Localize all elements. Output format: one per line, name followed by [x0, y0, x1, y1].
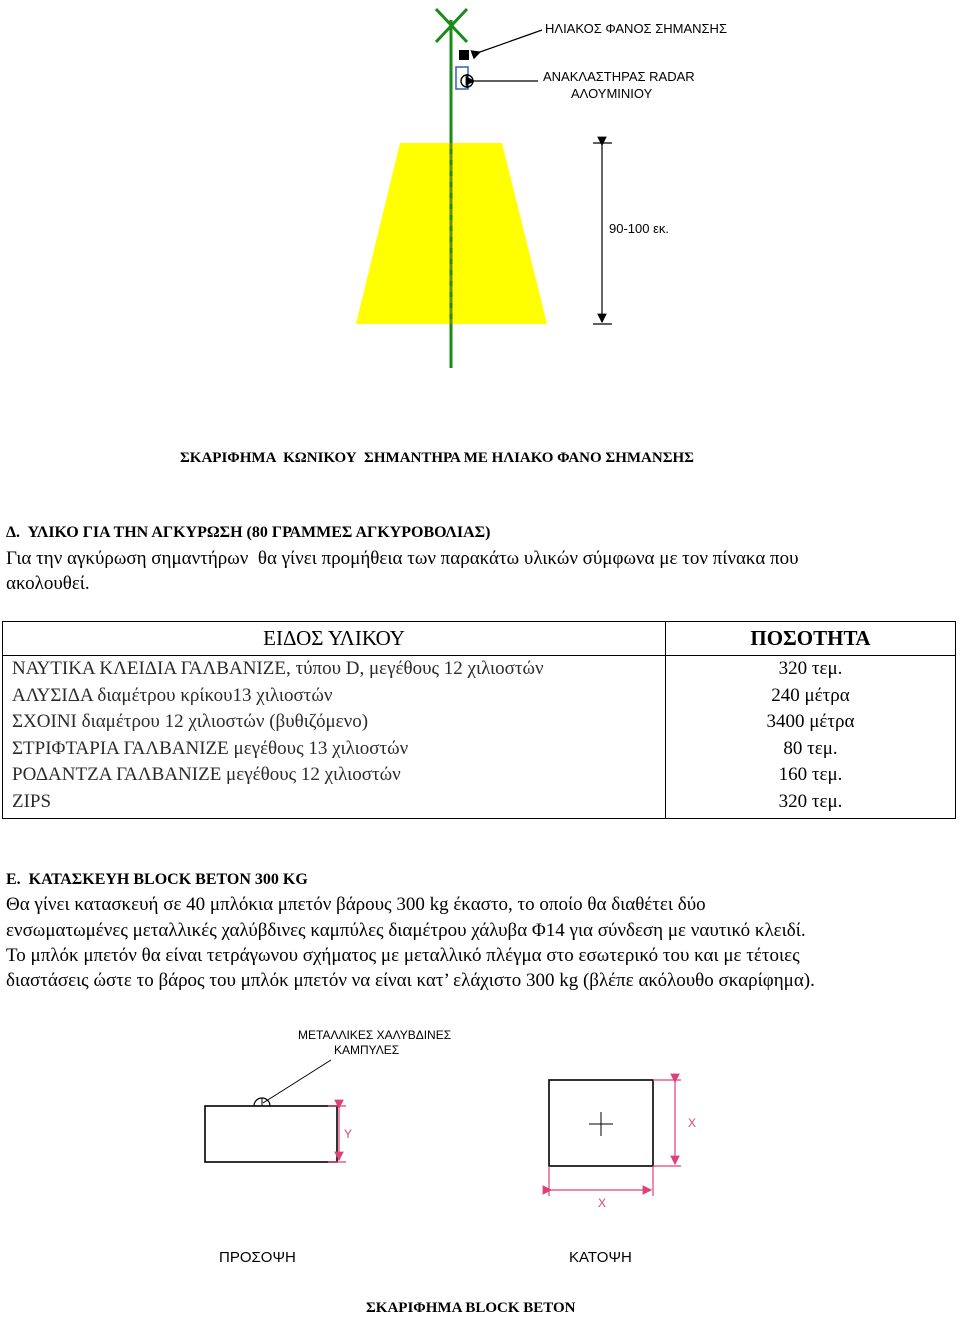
center-cross-icon [589, 1112, 613, 1136]
steel-curves-label-2: ΚΑΜΠΥΛΕΣ [334, 1043, 400, 1057]
table-header-row [3, 622, 956, 656]
x-side-dim-label: X [688, 1116, 697, 1130]
material-name: ZIPS [12, 790, 52, 812]
steel-curves-label-1: ΜΕΤΑΛΛΙΚΕΣ ΧΑΛΥΒΔΙΝΕΣ [298, 1028, 452, 1042]
material-name: ΝΑΥΤΙΚΑ ΚΛΕΙΔΙΑ ΓΑΛΒΑΝΙΖΕ, τύπου D, μεγέθους 12 χιλιοστών [12, 658, 544, 679]
x-bottom-dim-label: X [598, 1196, 607, 1210]
material-quantity: 160 τεμ. [778, 764, 843, 785]
radar-reflector-label-1: ΑΝΑΚΛΑΣΤΗΡΑΣ RADAR [543, 69, 695, 84]
front-view-label: ΠΡΟΣΟΨΗ [219, 1249, 296, 1266]
section-d-heading: Δ. ΥΛΙΚΟ ΓΙΑ ΤΗΝ ΑΓΚΥΡΩΣΗ (80 ΓΡΑΜΜΕΣ ΑΓΚΥΡΟΒΟΛΙΑΣ) [6, 524, 491, 541]
solar-lamp-label: ΗΛΙΑΚΟΣ ΦΑΝΟΣ ΣΗΜΑΝΣΗΣ [545, 21, 727, 36]
block-sketch-caption: ΣΚΑΡΙΦΗΜΑ BLOCK BETON [366, 1300, 576, 1316]
x-side-dimension [653, 1080, 681, 1166]
front-view-block [205, 1106, 337, 1162]
height-label: 90-100 εκ. [609, 221, 669, 236]
buoy-sketch [0, 0, 960, 400]
material-quantity: 240 μέτρα [771, 684, 850, 706]
radar-reflector-icon [456, 67, 473, 89]
section-e-line4: διαστάσεις ώστε το βάρος του μπλόκ μπετόν να είναι κατ’ ελάχιστο 300 kg (βλέπε ακόλουθο σκαρίφημα). [6, 970, 815, 991]
header-quantity: ΠΟΣΟΤΗΤΑ [666, 622, 956, 656]
material-quantity: 3400 μέτρα [766, 711, 855, 732]
material-quantity: 80 τεμ. [783, 737, 838, 759]
material-name: ΣΧΟΙΝΙ διαμέτρου 12 χιλιοστών (βυθιζόμενο) [12, 711, 369, 732]
material-quantity: 320 τεμ. [778, 790, 843, 812]
y-dim-label: Y [344, 1127, 353, 1141]
radar-reflector-label-2: ΑΛΟΥΜΙΝΙΟΥ [571, 86, 653, 101]
section-e-line3: Το μπλόκ μπετόν θα είναι τετράγωνου σχήματος με μεταλλικό πλέγμα στο εσωτερικό του και με τέτοιες [6, 945, 800, 966]
section-d-intro-line2: ακολουθεί. [6, 573, 90, 594]
material-name: ΡΟΔΑΝΤΖΑ ΓΑΛΒΑΝΙΖΕ μεγέθους 12 χιλιοστών [12, 764, 401, 785]
top-view-label: ΚΑΤΟΨΗ [569, 1249, 632, 1266]
material-name: ΑΛΥΣΙΔΑ διαμέτρου κρίκου13 χιλιοστών [12, 684, 333, 706]
material-quantity: 320 τεμ. [778, 658, 843, 679]
section-d-intro-line1: Για την αγκύρωση σημαντήρων θα γίνει προμήθεια των παρακάτω υλικών σύμφωνα με τον πίνακα που [6, 548, 799, 569]
block-sketch [0, 1020, 960, 1280]
buoy-sketch-caption: ΣΚΑΡΙΦΗΜΑ ΚΩΝΙΚΟΥ ΣΗΜΑΝΤΗΡΑ ΜΕ ΗΛΙΑΚΟ ΦΑΝΟ ΣΗΜΑΝΣΗΣ [180, 450, 694, 466]
material-name: ΣΤΡΙΦΤΑΡΙΑ ΓΑΛΒΑΝΙΖΕ μεγέθους 13 χιλιοστών [12, 737, 409, 759]
table-body-row [3, 656, 956, 819]
section-e-heading: Ε. ΚΑΤΑΣΚΕΥΗ BLOCK BETON 300 KG [6, 871, 308, 888]
header-item: ΕΙΔΟΣ ΥΛΙΚΟΥ [3, 622, 666, 656]
section-e-line1: Θα γίνει κατασκευή σε 40 μπλόκια μπετόν βάρους 300 kg έκαστο, το οποίο θα διαθέτει δύο [6, 894, 706, 915]
x-bottom-dimension [549, 1166, 653, 1196]
section-e-line2: ενσωματωμένες μεταλλικές χαλύβδινες καμπύλες διαμέτρου χάλυβα Φ14 για σύνδεση με ναυτικό κλειδί. [6, 920, 806, 941]
materials-table [2, 621, 956, 819]
solar-lamp-icon [459, 50, 469, 60]
